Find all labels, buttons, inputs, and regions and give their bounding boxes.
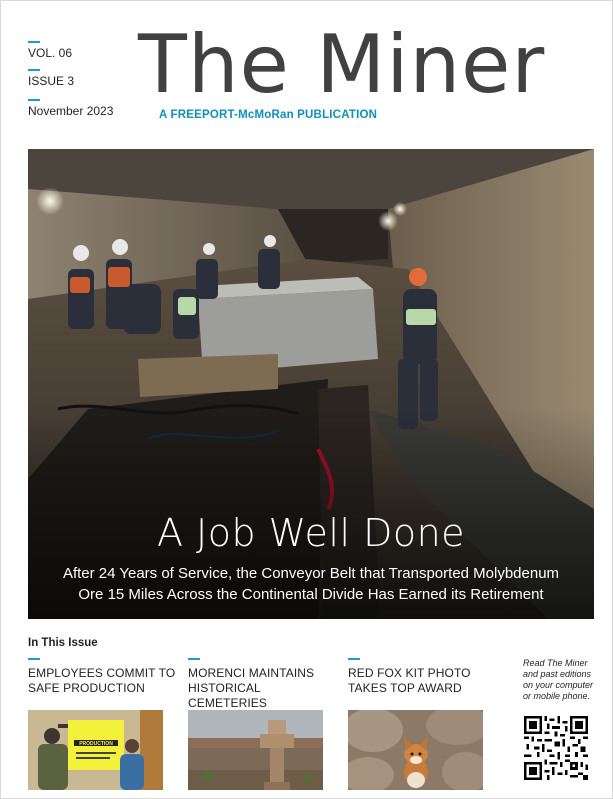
- publication-title: The Miner: [138, 18, 546, 111]
- hero-subheadline-line-2: Ore 15 Miles Across the Continental Divide Has Earned its Retirement: [78, 586, 544, 603]
- issue-date: November 2023: [28, 104, 114, 118]
- hero-headline: A Job Well Done: [156, 511, 466, 555]
- accent-dash: [28, 658, 40, 660]
- accent-dash: [28, 99, 40, 101]
- issue-info: [28, 41, 138, 118]
- accent-dash: [348, 658, 360, 660]
- thumb-safe-production[interactable]: [28, 710, 163, 790]
- thumb-red-fox-photo[interactable]: [348, 710, 483, 790]
- story-headline-line-2: TAKES TOP AWARD: [348, 681, 462, 695]
- story-morenci-cemeteries[interactable]: [188, 658, 336, 711]
- issue-label: ISSUE 3: [28, 74, 75, 88]
- qr-code-icon[interactable]: [524, 716, 588, 780]
- story-employees-commit[interactable]: [28, 658, 176, 696]
- qr-promo-line-1: Read The Miner: [523, 658, 588, 668]
- qr-promo-line-2: and past editions: [523, 669, 592, 679]
- cemetery-photo: [188, 710, 323, 790]
- accent-dash: [28, 41, 40, 43]
- hero-subheadline: [28, 563, 594, 605]
- qr-promo-line-4: or mobile phone.: [523, 691, 591, 701]
- safe-production-photo: [28, 710, 163, 790]
- volume-label: VOL. 06: [28, 46, 73, 60]
- hero-subheadline-line-1: After 24 Years of Service, the Conveyor Belt that Transported Molybdenum: [62, 565, 560, 582]
- thumb-morenci-cemeteries[interactable]: [188, 710, 323, 790]
- story-red-fox-photo[interactable]: [348, 658, 496, 696]
- thumb-sign-text: PRODUCTION: [79, 741, 113, 747]
- story-headline-line-2: HISTORICAL CEMETERIES: [188, 681, 268, 710]
- red-fox-kit-photo: [348, 710, 483, 790]
- qr-promo-line-3: on your computer: [523, 680, 594, 690]
- story-headline-line-1: EMPLOYEES COMMIT TO: [28, 666, 176, 680]
- hero-photo[interactable]: [28, 149, 594, 619]
- story-headline-line-1: MORENCI MAINTAINS: [188, 666, 315, 680]
- qr-promo-text: [523, 658, 613, 702]
- accent-dash: [28, 69, 40, 71]
- in-this-issue-label: In This Issue: [28, 637, 98, 649]
- story-headline-line-2: SAFE PRODUCTION: [28, 681, 145, 695]
- publication-tagline: A FREEPORT-McMoRan PUBLICATION: [159, 109, 378, 121]
- accent-dash: [188, 658, 200, 660]
- story-headline-line-1: RED FOX KIT PHOTO: [348, 666, 471, 680]
